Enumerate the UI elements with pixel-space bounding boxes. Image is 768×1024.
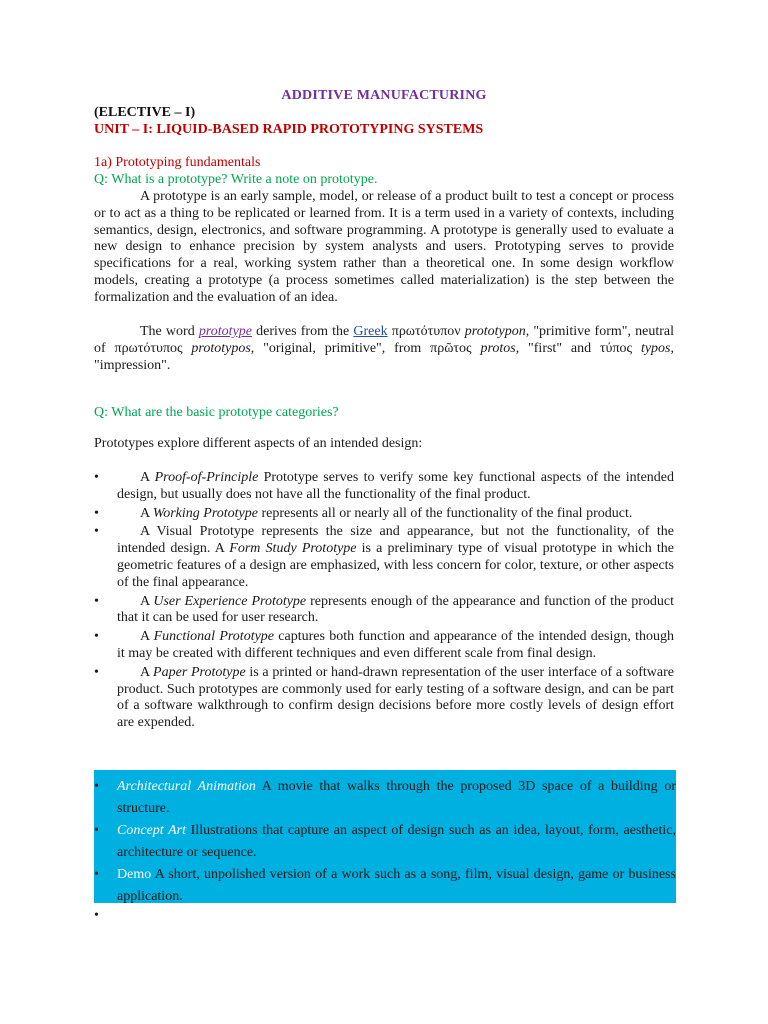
categories-intro: Prototypes explore different aspects of an intended design:	[94, 436, 423, 451]
highlighted-block	[94, 770, 676, 903]
prototype-link[interactable]: prototype	[198, 324, 252, 339]
bullet-icon: •	[94, 524, 99, 540]
bullet-icon: •	[94, 505, 99, 521]
bullet-icon: •	[94, 867, 99, 882]
prototype-definition-paragraph: A prototype is an early sample, model, or release of a product built to test a concept or process or to act as a thing to be replicated or learned from. It is a term used in a variety of contexts, including semantics, design, electronics, and software programming. A prototype is generally used to evaluate a new design to enhance precision by system analysts and users. Prototyping serves to provide specifications for a real, working system rather than a theoretical one. In some design workflow models, creating a prototype (a process sometimes called materialization) is the step between the formalization and the evaluation of an idea.	[94, 189, 674, 305]
bullet-icon: •	[94, 664, 99, 680]
bullet-icon: •	[94, 629, 99, 645]
highlighted-list	[94, 770, 676, 908]
empty-bullet: •	[94, 908, 99, 923]
bullet-icon: •	[94, 470, 99, 485]
list-item: • A Working Prototype represents all or nearly all of the functionality of the final product.	[94, 505, 633, 521]
document-title: ADDITIVE MANUFACTURING	[281, 88, 487, 103]
list-item: • A Visual Prototype represents the size and appearance, but not the functionality, of the intended design. A Form Study Prototype is a preliminary type of visual prototype in which the geometric features of a design are emphasized, with less concern for color, texture, or other aspects of the final appearance.	[94, 524, 674, 590]
list-item: • A User Experience Prototype represents enough of the appearance and function of the product that it can be used for user research.	[94, 593, 675, 626]
bullet-icon: •	[94, 593, 99, 609]
list-item: • Architectural Animation A movie that walks through the proposed 3D space of a building or structure.	[94, 776, 676, 820]
list-item: • Concept Art Illustrations that capture an aspect of design such as an idea, layout, form, aesthetic, architecture or sequence.	[94, 820, 676, 864]
elective-label: (ELECTIVE – I)	[94, 105, 196, 120]
section-heading: 1a) Prototyping fundamentals	[94, 155, 261, 170]
list-item: • A Proof-of-Principle Prototype serves to verify some key functional aspects of the intended design, but usually does not have all the functionality of the final product.	[94, 470, 675, 502]
etymology-paragraph: The word prototype derives from the Greek πρωτότυπον prototypon, "primitive form", neutral of πρωτότυπος prototypos, "original, primitive", from πρῶτος protos, "first" and τύπος typos, "impression".	[94, 324, 674, 373]
unit-heading: UNIT – I: LIQUID-BASED RAPID PROTOTYPING SYSTEMS	[94, 122, 484, 137]
bullet-icon: •	[94, 823, 99, 838]
bullet-icon: •	[94, 779, 99, 794]
list-item: • A Paper Prototype is a printed or hand-drawn representation of the user interface of a software product. Such prototypes are commonly used for early testing of a software design, and can be part of a software walkthrough to confirm design decisions before more costly levels of design effort are expended.	[94, 664, 674, 731]
greek-link[interactable]: Greek	[353, 324, 388, 339]
question-1: Q: What is a prototype? Write a note on prototype.	[94, 172, 378, 187]
question-2: Q: What are the basic prototype categories?	[94, 405, 339, 420]
prototype-category-list	[94, 470, 674, 734]
list-item: • Demo A short, unpolished version of a work such as a song, film, visual design, game or business application.	[94, 864, 676, 908]
list-item: • A Functional Prototype captures both function and appearance of the intended design, though it may be created with different techniques and even different scale from final design.	[94, 629, 675, 661]
